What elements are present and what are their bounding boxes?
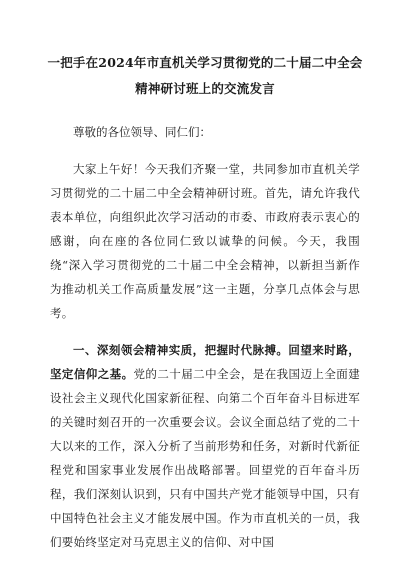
document-title: 一把手在2024年市直机关学习贯彻党的二十届二中全会精神研讨班上的交流发言 (47, 55, 363, 96)
paragraph-lead: 一、深刻领会精神实质，把握时代脉搏。回望来时路，坚定信仰之基。 (50, 343, 360, 381)
salutation: 尊敬的各位领导、同仁们： (73, 125, 211, 139)
paragraph-intro (50, 157, 360, 325)
paragraph-text: 党的二十届二中全会，是在我国迈上全面建设社会主义现代化国家新征程、向第二个百年奋斗目标进军的关键时刻召开的一次重要会议。会议全面总结了党的二十大以来的工作，深入分析了当前形势和任务，对新时代新征程党和国家事业发展作出战略部署。回望党的百年奋斗历程，我们深刻认识到，只有中国共产党才能领导中国，只有中国特色社会主义才能发展中国。作为市直机关的一员，我们要始终坚定对马克思主义的信仰、对中国 (50, 367, 360, 549)
paragraph-text: 大家上午好！今天我们齐聚一堂，共同参加市直机关学习贯彻党的二十届二中全会精神研讨班。首先，请允许我代表本单位，向组织此次学习活动的市委、市政府表示衷心的感谢，向在座的各位同仁致以诚挚的问候。今天，我围绕“深入学习贯彻党的二十届二中全会精神，以新担当新作为推动机关工作高质量发展”这一主题，分享几点体会与思考。 (50, 162, 360, 320)
paragraph-section-one (50, 338, 360, 554)
